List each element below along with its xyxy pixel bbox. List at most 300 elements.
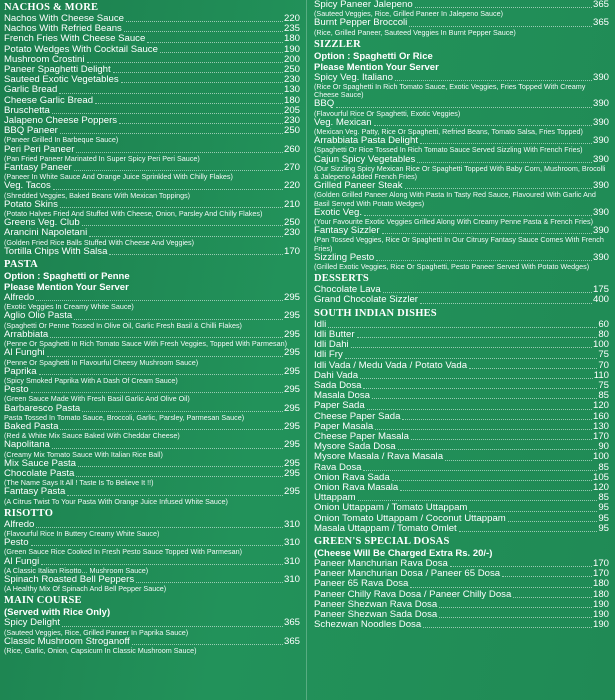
dot-leader <box>52 440 283 448</box>
item-price: 100 <box>592 339 609 351</box>
menu-section <box>4 258 300 506</box>
menu-item <box>4 126 300 144</box>
dot-leader <box>76 469 283 477</box>
item-price: 230 <box>283 74 300 86</box>
menu-item <box>4 422 300 440</box>
dot-leader <box>351 340 592 348</box>
dot-leader <box>469 503 597 511</box>
item-name: Schezwan Noodles Dosa <box>314 619 422 631</box>
dot-leader <box>417 155 592 163</box>
dot-leader <box>405 181 592 189</box>
item-price: 365 <box>592 0 609 10</box>
menu-item <box>314 350 609 360</box>
item-name: Al Funghi <box>4 347 45 359</box>
item-price: 390 <box>592 153 609 165</box>
dot-leader <box>59 85 283 93</box>
dot-leader <box>126 14 283 22</box>
item-name: Potato Wedges With Cocktail Sauce <box>4 43 158 55</box>
section-options: Option : Spaghetti Or Rice <box>314 50 433 62</box>
item-description: (Spaghetti Or Rice Tossed In Rich Tomato Sauce Served Sizzling With French Fries) <box>314 145 583 155</box>
item-price: 365 <box>592 17 609 29</box>
item-price: 85 <box>598 461 609 473</box>
item-description: (Penne Or Spaghetti In Flavourful Cheesy Mushroom Sauce) <box>4 357 199 367</box>
item-name: Masala Dosa <box>314 390 370 402</box>
item-name: Pesto <box>4 537 29 549</box>
menu-item <box>314 18 609 36</box>
dot-leader <box>50 330 283 338</box>
item-description: (Exotic Veggies In Creamy White Sauce) <box>4 302 134 312</box>
menu-item-row <box>4 247 300 257</box>
item-price: 220 <box>283 13 300 24</box>
dot-leader <box>376 253 592 261</box>
menu-item <box>314 0 609 18</box>
menu-item-row <box>314 524 609 534</box>
item-description: (Flavourful Rice Or Spaghetti, Exotic Veggies) <box>314 108 461 118</box>
dot-leader <box>74 311 283 319</box>
item-name: Paneer Manchurian Rava Dosa <box>314 557 448 569</box>
item-name: Fantasy Paneer <box>4 162 72 174</box>
item-name: Alfredo <box>4 292 35 304</box>
item-price: 90 <box>598 441 609 453</box>
menu-section <box>314 307 609 534</box>
item-description: (Rice, Grilled Paneer, Sauteed Veggies In Burnt Pepper Sauce) <box>314 27 516 37</box>
item-price: 170 <box>592 568 609 580</box>
menu-item <box>4 200 300 218</box>
item-name: Bruschetta <box>4 104 50 116</box>
item-price: 390 <box>592 206 609 218</box>
item-price: 130 <box>283 84 300 96</box>
item-price: 390 <box>592 116 609 128</box>
dot-leader <box>36 293 283 301</box>
item-description: Pasta Tossed In Tomato Sauce, Broccoli, Garlic, Parsley, Parmesan Sauce) <box>4 412 245 422</box>
item-price: 100 <box>592 451 609 463</box>
item-description: (Spaghetti Or Penne Tossed In Olive Oil, Garlic Fresh Basil & Chilli Flakes) <box>4 320 242 330</box>
item-price: 250 <box>283 217 300 229</box>
menu-item-row <box>314 401 609 411</box>
item-name: Paprika <box>4 365 37 377</box>
dot-leader <box>121 75 283 83</box>
item-name: Nachos With Cheese Sauce <box>4 13 124 24</box>
item-price: 295 <box>283 420 300 432</box>
menu-item-row <box>314 452 609 462</box>
menu-item <box>314 524 609 534</box>
item-name: Spicy Veg. Italiano <box>314 71 393 83</box>
item-description: (Potato Halves Fried And Stuffed With Cheese, Onion, Parsley And Chilly Flakes) <box>4 209 263 219</box>
item-price: 160 <box>592 410 609 422</box>
menu-item <box>314 181 609 208</box>
item-name: Nachos With Refried Beans <box>4 23 122 35</box>
dot-leader <box>345 350 598 358</box>
item-price: 235 <box>283 23 300 35</box>
dot-leader <box>52 106 283 114</box>
menu-item-row <box>314 350 609 360</box>
item-name: Dahi Vada <box>314 369 359 381</box>
menu-item <box>314 401 609 411</box>
item-name: Napolitana <box>4 439 50 451</box>
dot-leader <box>78 459 283 467</box>
dot-leader <box>513 590 592 598</box>
item-description: (Sauteed Veggies, Rice, Grilled Paneer In Paprika Sauce) <box>4 627 189 637</box>
item-description: (Green Sauce Made With Fresh Basil Garlic And Olive Oil) <box>4 394 190 404</box>
item-price: 390 <box>592 180 609 192</box>
item-name: Pesto <box>4 384 29 396</box>
section-options: Option : Spaghetti or Penne <box>4 271 130 283</box>
item-price: 70 <box>598 359 609 371</box>
item-price: 190 <box>592 608 609 620</box>
menu-item <box>314 295 609 305</box>
item-price: 295 <box>283 439 300 451</box>
dot-leader <box>450 559 592 567</box>
item-name: Idli Dahi <box>314 339 349 351</box>
menu-item <box>4 145 300 163</box>
item-description: (Rice Or Spaghetti In Rich Tomato Sauce, Exotic Veggies, Fries Topped With Creamy Cheese Sauce) <box>314 82 586 100</box>
item-description: (A Citrus Twist To Your Pasta With Orange Juice Infused White Sauce) <box>4 496 228 506</box>
menu-item-row <box>314 320 609 330</box>
item-name: Grand Chocolate Sizzler <box>314 294 418 306</box>
menu-item <box>314 320 609 330</box>
menu-item <box>4 348 300 366</box>
item-name: Cheese Garlic Bread <box>4 94 94 106</box>
item-price: 295 <box>283 310 300 322</box>
item-price: 190 <box>592 598 609 610</box>
item-price: 295 <box>283 347 300 359</box>
item-name: Paneer Spaghetti Delight <box>4 64 111 76</box>
item-name: BBQ Paneer <box>4 125 58 137</box>
dot-leader <box>109 247 283 255</box>
dot-leader <box>358 493 598 501</box>
item-name: Cheese Paper Masala <box>314 430 409 442</box>
item-name: Jalapeno Cheese Poppers <box>4 115 118 127</box>
item-name: Paneer 65 Rava Dosa <box>314 578 409 590</box>
item-price: 95 <box>598 502 609 514</box>
section-title: PASTA <box>4 259 38 271</box>
item-name: Peri Peri Paneer <box>4 143 75 155</box>
dot-leader <box>41 557 283 565</box>
menu-item-row <box>314 295 609 305</box>
menu-item <box>4 637 300 655</box>
menu-item <box>4 469 300 487</box>
item-name: Cheese Paper Sada <box>314 410 401 422</box>
item-price: 85 <box>598 390 609 402</box>
dot-leader <box>392 473 592 481</box>
item-price: 295 <box>283 486 300 498</box>
item-price: 85 <box>598 492 609 504</box>
menu-item <box>314 118 609 136</box>
item-description: (Grilled Exotic Veggies, Rice Or Spaghetti, Pesto Paneer Served With Potato Wedges) <box>314 262 590 272</box>
dot-leader <box>363 463 597 471</box>
dot-leader <box>508 514 598 522</box>
dot-leader <box>383 285 592 293</box>
item-price: 190 <box>592 619 609 631</box>
dot-leader <box>357 330 598 338</box>
item-price: 365 <box>283 635 300 647</box>
section-title: SIZZLER <box>314 38 361 50</box>
dot-leader <box>60 126 283 134</box>
item-price: 60 <box>598 318 609 330</box>
item-description: (Red & White Mix Sauce Baked With Cheddar Cheese) <box>4 431 180 441</box>
item-name: Paneer Chilly Rava Dosa / Paneer Chilly Dosa <box>314 588 512 600</box>
item-description: (Golden Grilled Paneer Along With Pasta In Tasty Red Sauce, Flavoured With Garlic And Basil Served With Potato Wedges) <box>314 190 596 208</box>
item-name: Idli <box>314 318 327 330</box>
item-name: Paneer Shezwan Sada Dosa <box>314 608 438 620</box>
section-options: (Cheese Will Be Charged Extra Rs. 20/-) <box>314 547 493 559</box>
menu-item <box>4 385 300 403</box>
dot-leader <box>47 348 283 356</box>
menu-item <box>314 136 609 154</box>
dot-leader <box>119 116 283 124</box>
item-price: 310 <box>283 573 300 585</box>
item-description: (Penne Or Spaghetti In Rich Tomato Sauce With Fresh Veggies, Topped With Parmesan) <box>4 339 287 349</box>
dot-leader <box>374 118 592 126</box>
dot-leader <box>439 600 592 608</box>
item-description: (A Healthy Mix Of Spinach And Bell Pepper Sauce) <box>4 584 167 594</box>
item-price: 190 <box>283 43 300 55</box>
dot-leader <box>402 412 592 420</box>
menu-item <box>4 575 300 593</box>
item-name: Veg. Mexican <box>314 116 372 128</box>
menu-item-row <box>314 340 609 350</box>
item-name: Sizzling Pesto <box>314 251 375 263</box>
dot-leader <box>87 55 283 63</box>
item-name: Fantasy Pasta <box>4 486 66 498</box>
menu-item-row <box>4 440 300 450</box>
dot-leader <box>395 73 592 81</box>
item-price: 75 <box>598 349 609 361</box>
dot-leader <box>132 637 283 645</box>
item-price: 250 <box>283 64 300 76</box>
item-description: (Rice, Garlic, Onion, Capsicum In Classic Mushroom Sauce) <box>4 645 197 655</box>
menu-item <box>314 330 609 340</box>
dot-leader <box>410 579 592 587</box>
item-name: Sada Dosa <box>314 379 362 391</box>
menu-section <box>314 272 609 305</box>
item-name: Tortilla Chips With Salsa <box>4 245 108 257</box>
item-price: 120 <box>592 400 609 412</box>
menu-item <box>4 404 300 422</box>
dot-leader <box>469 361 597 369</box>
item-name: Fantasy Sizzler <box>314 225 380 237</box>
item-price: 175 <box>592 284 609 296</box>
menu-item <box>4 367 300 385</box>
menu-item <box>4 181 300 199</box>
dot-leader <box>400 483 592 491</box>
item-name: Paper Masala <box>314 420 374 432</box>
item-name: Alfredo <box>4 518 35 530</box>
menu-item-row <box>314 483 609 493</box>
item-price: 295 <box>283 328 300 340</box>
item-name: Arrabbiata <box>4 328 49 340</box>
item-name: Veg. Tacos <box>4 180 51 192</box>
item-description: (The Name Says It All ! Taste Is To Believe It !!) <box>4 478 154 488</box>
item-price: 230 <box>283 227 300 239</box>
item-price: 295 <box>283 402 300 414</box>
item-price: 390 <box>592 251 609 263</box>
item-name: Mix Sauce Pasta <box>4 457 76 469</box>
dot-leader <box>60 422 283 430</box>
dot-leader <box>445 452 592 460</box>
item-price: 295 <box>283 292 300 304</box>
menu-section <box>4 507 300 594</box>
menu-section <box>4 1 300 257</box>
menu-section <box>314 0 609 37</box>
item-price: 75 <box>598 379 609 391</box>
item-description: (Paneer Grilled In Barbeque Sauce) <box>4 135 119 145</box>
item-price: 310 <box>283 537 300 549</box>
item-name: BBQ <box>314 98 335 110</box>
section-title: NACHOS & MORE <box>4 2 99 13</box>
dot-leader <box>95 96 283 104</box>
item-price: 390 <box>592 135 609 147</box>
menu-item <box>4 440 300 458</box>
item-name: Onion Tomato Uttappam / Coconut Uttappam <box>314 512 506 524</box>
menu-item <box>4 538 300 556</box>
menu-item <box>4 487 300 505</box>
item-name: Onion Rava Sada <box>314 471 390 483</box>
item-name: Uttappam <box>314 492 356 504</box>
dot-leader <box>328 320 597 328</box>
menu-item <box>314 620 609 630</box>
item-description: (Sauteed Veggies, Rice, Grilled Paneer In Jalepeno Sauce) <box>314 9 503 19</box>
item-description: (Your Favourite Exotic Veggies Grilled Along With Creamy Penne Pasta & French Fries) <box>314 217 593 227</box>
item-name: Onion Uttappam / Tomato Uttappam <box>314 502 468 514</box>
dot-leader <box>160 45 283 53</box>
menu-item <box>4 163 300 181</box>
item-price: 310 <box>283 518 300 530</box>
menu-section <box>314 535 609 630</box>
item-price: 170 <box>592 430 609 442</box>
dot-leader <box>420 295 592 303</box>
dot-leader <box>39 367 283 375</box>
dot-leader <box>375 422 592 430</box>
menu-item <box>314 208 609 226</box>
item-name: Mysore Masala / Rava Masala <box>314 451 444 463</box>
dot-leader <box>411 432 592 440</box>
menu-item <box>314 226 609 253</box>
item-name: Garlic Bread <box>4 84 58 96</box>
item-name: Greens Veg. Club <box>4 217 80 229</box>
item-price: 170 <box>592 557 609 569</box>
section-options: (Served with Rice Only) <box>4 607 111 619</box>
item-name: Classic Mushroom Stroganoff <box>4 635 130 647</box>
item-price: 180 <box>592 578 609 590</box>
item-price: 260 <box>283 143 300 155</box>
item-price: 295 <box>283 384 300 396</box>
dot-leader <box>363 381 597 389</box>
menu-section <box>314 38 609 271</box>
item-price: 400 <box>592 294 609 306</box>
dot-leader <box>62 618 283 626</box>
item-price: 95 <box>598 522 609 534</box>
item-name: Masala Uttappam / Tomato Omlet <box>314 522 457 534</box>
item-name: Arrabbiata Pasta Delight <box>314 135 418 147</box>
item-description: (Flavourful Rice In Buttery Creamy White Sauce) <box>4 528 160 538</box>
dot-leader <box>113 65 283 73</box>
dot-leader <box>459 524 598 532</box>
item-name: Potato Skins <box>4 198 58 210</box>
menu-item <box>314 253 609 271</box>
menu-item-row <box>4 348 300 358</box>
item-price: 390 <box>592 98 609 110</box>
dot-leader <box>76 145 283 153</box>
item-name: Paper Sada <box>314 400 365 412</box>
dot-leader <box>360 371 593 379</box>
item-price: 230 <box>283 115 300 127</box>
item-name: Cajun Spicy Vegetables <box>314 153 416 165</box>
item-description: (Paneer In White Sauce And Orange Juice Sprinkled With Chilly Flakes) <box>4 172 233 182</box>
dot-leader <box>382 226 592 234</box>
item-description: (Creamy Mix Tomato Sauce With Italian Rice Ball) <box>4 449 163 459</box>
dot-leader <box>367 401 592 409</box>
menu-item <box>314 340 609 350</box>
menu-item <box>314 483 609 493</box>
dot-leader <box>124 24 283 32</box>
dot-leader <box>364 208 592 216</box>
dot-leader <box>82 404 283 412</box>
menu-item <box>4 330 300 348</box>
dot-leader <box>67 487 283 495</box>
section-options: Please Mention Your Server <box>314 61 439 73</box>
menu-item <box>4 520 300 538</box>
menu-item <box>314 452 609 462</box>
item-price: 180 <box>592 588 609 600</box>
item-name: Sauteed Exotic Vegetables <box>4 74 119 86</box>
item-name: Burnt Pepper Broccoli <box>314 17 408 29</box>
item-price: 200 <box>283 53 300 65</box>
item-name: Baked Pasta <box>4 420 59 432</box>
item-price: 295 <box>283 467 300 479</box>
menu-item <box>4 311 300 329</box>
item-price: 130 <box>592 420 609 432</box>
item-name: Aglio Olio Pasta <box>4 310 73 322</box>
menu-item-row <box>314 620 609 630</box>
menu-item-row <box>314 361 609 371</box>
section-title: MAIN COURSE <box>4 595 82 607</box>
item-description: (Pan Tossed Veggies, Rice Or Spaghetti In Our Citrusy Fantasy Sauce Comes With French Fries) <box>314 235 604 253</box>
item-name: Barbaresco Pasta <box>4 402 81 414</box>
dot-leader <box>82 218 283 226</box>
dot-leader <box>336 99 592 107</box>
item-price: 120 <box>592 481 609 493</box>
item-name: Spicy Delight <box>4 617 60 629</box>
section-title: SOUTH INDIAN DISHES <box>314 307 437 319</box>
dot-leader <box>409 18 592 26</box>
menu-column-right <box>314 0 609 630</box>
menu-item <box>4 247 300 257</box>
item-price: 80 <box>598 328 609 340</box>
item-price: 310 <box>283 555 300 567</box>
menu-section <box>4 594 300 655</box>
item-description: (Our Sizzling Spicy Mexican Rice Or Spaghetti Topped With Baby Corn, Mushroom, Brocolli & Jalepeno Added French Fries) <box>314 163 606 182</box>
item-name: Mysore Sada Dosa <box>314 441 396 453</box>
item-name: Idli Butter <box>314 328 355 340</box>
item-price: 250 <box>283 125 300 137</box>
dot-leader <box>31 538 283 546</box>
menu-item-row <box>314 330 609 340</box>
item-name: Spinach Roasted Bell Peppers <box>4 573 135 585</box>
item-description: (Pan Fried Paneer Marinated In Super Spicy Peri Peri Sauce) <box>4 153 200 163</box>
dot-leader <box>60 200 283 208</box>
item-price: 295 <box>283 457 300 469</box>
dot-leader <box>147 34 283 42</box>
section-options: Please Mention Your Server <box>4 282 129 294</box>
item-price: 210 <box>283 198 300 210</box>
item-name: Paneer Manchurian Dosa / Paneer 65 Dosa <box>314 568 501 580</box>
item-name: Chocolate Pasta <box>4 467 75 479</box>
menu-item <box>314 73 609 100</box>
item-name: Exotic Veg. <box>314 206 362 218</box>
item-name: Onion Rava Masala <box>314 481 399 493</box>
dot-leader <box>439 610 592 618</box>
